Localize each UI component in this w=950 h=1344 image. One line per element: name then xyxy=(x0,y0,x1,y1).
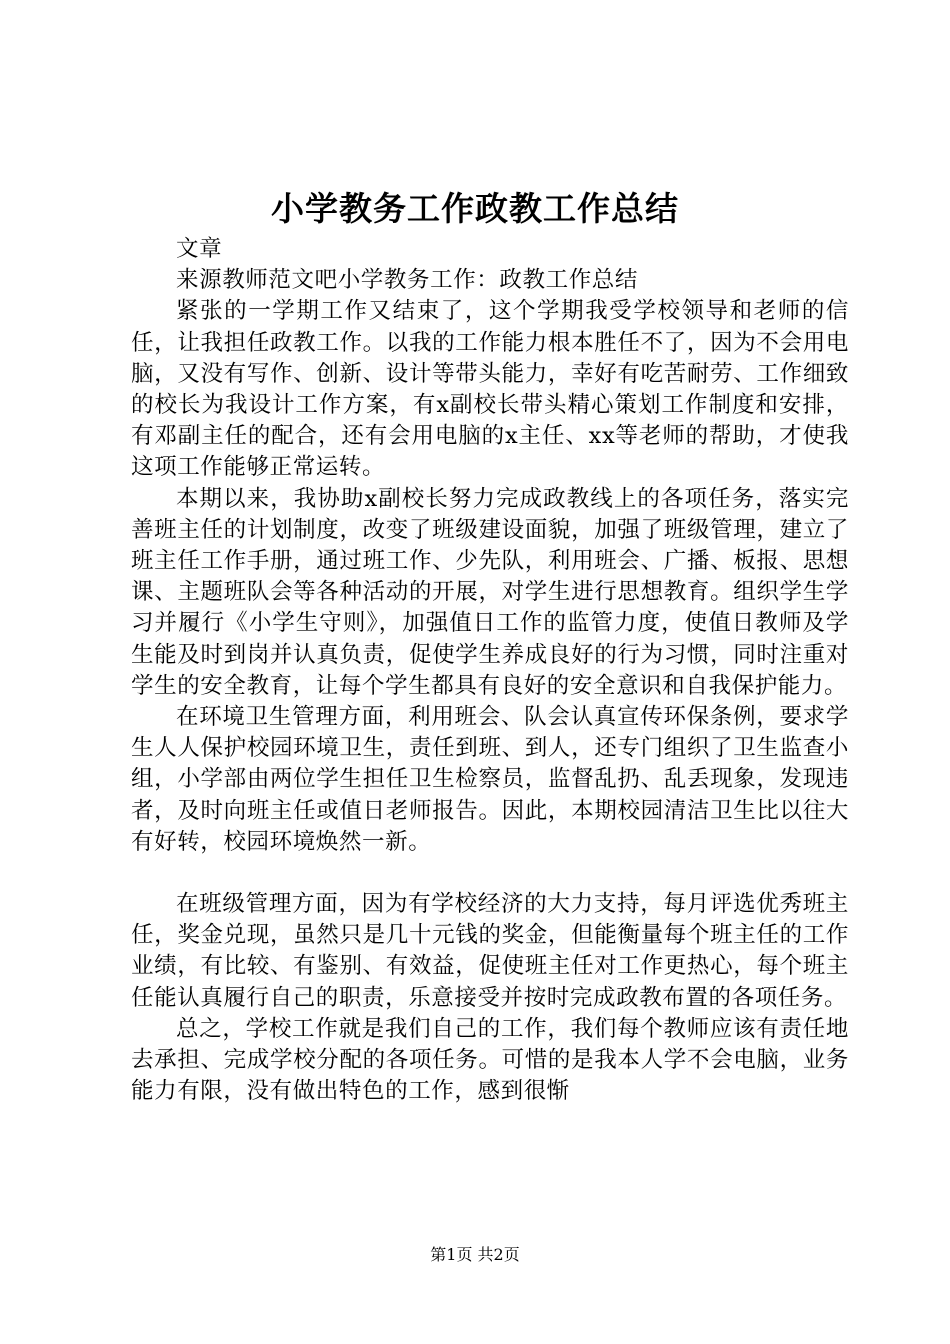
paragraph-source: 来源教师范文吧小学教务工作：政教工作总结 xyxy=(176,267,639,294)
document-body xyxy=(131,234,849,1107)
paragraph: 在环境卫生管理方面，利用班会、队会认真宣传环保条例，要求学生人人保护校园环境卫生，责任到班、到人，还专门组织了卫生监查小组，小学部由两位学生担任卫生检察员，监督乱扔、乱丢现象，发现违者，及时向班主任或值日老师报告。因此，本期校园清洁卫生比以往大有好转，校园环境焕然一新。 xyxy=(131,704,849,855)
paragraph: 总之，学校工作就是我们自己的工作，我们每个教师应该有责任地去承担、完成学校分配的各项任务。可惜的是我本人学不会电脑，业务能力有限，没有做出特色的工作，感到很惭 xyxy=(131,1015,849,1105)
paragraph: 本期以来，我协助x副校长努力完成政教线上的各项任务，落实完善班主任的计划制度，改变了班级建设面貌，加强了班级管理，建立了班主任工作手册，通过班工作、少先队，利用班会、广播、板报、思想课、主题班队会等各种活动的开展，对学生进行思想教育。组织学生学习并履行《小学生守则》，加强值日工作的监管力度，使值日教师及学生能及时到岗并认真负责，促使学生养成良好的行为习惯，同时注重对学生的安全教育，让每个学生都具有良好的安全意识和自我保护能力。 xyxy=(131,485,849,699)
page-footer: 第1页 共2页 xyxy=(430,1245,520,1264)
paragraph: 紧张的一学期工作又结束了，这个学期我受学校领导和老师的信任，让我担任政教工作。以我的工作能力根本胜任不了，因为不会用电脑，又没有写作、创新、设计等带头能力，幸好有吃苦耐劳、工作细致的校长为我设计工作方案，有x副校长带头精心策划工作制度和安排，有邓副主任的配合，还有会用电脑的x主任、xx等老师的帮助，才使我这项工作能够正常运转。 xyxy=(131,298,849,481)
paragraph: 在班级管理方面，因为有学校经济的大力支持，每月评选优秀班主任，奖金兑现，虽然只是几十元钱的奖金，但能衡量每个班主任的工作业绩，有比较、有鉴别、有效益，促使班主任对工作更热心，每个班主任能认真履行自己的职责，乐意接受并按时完成政教布置的各项任务。 xyxy=(131,891,849,1011)
document-title: 小学教务工作政教工作总结 xyxy=(271,189,679,228)
paragraph-article-label: 文章 xyxy=(176,236,223,262)
